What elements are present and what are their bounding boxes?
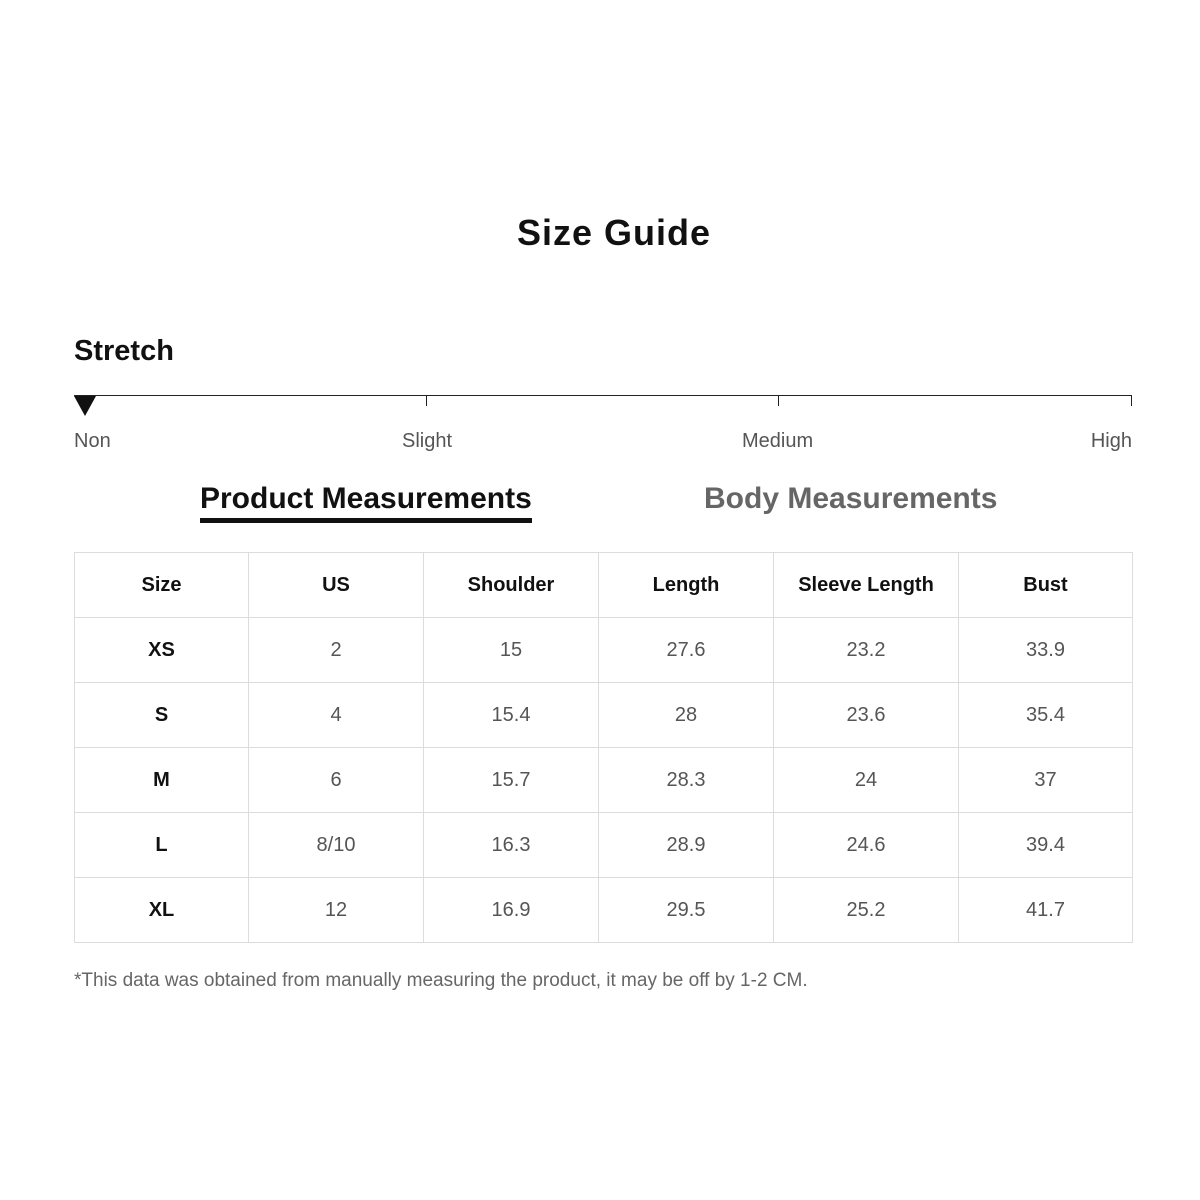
us-cell: 2: [249, 618, 424, 683]
sleeve-length-cell: 24.6: [774, 813, 959, 878]
column-header-bust: Bust: [959, 553, 1133, 618]
length-cell: 28.9: [599, 813, 774, 878]
length-cell: 27.6: [599, 618, 774, 683]
sleeve-length-cell: 25.2: [774, 878, 959, 943]
size-cell: M: [75, 748, 249, 813]
stretch-label-medium: Medium: [742, 430, 814, 452]
measurement-tabs: [0, 482, 1200, 532]
shoulder-cell: 16.9: [424, 878, 599, 943]
size-table: [74, 552, 1133, 943]
table-row: [75, 683, 1133, 748]
shoulder-cell: 16.3: [424, 813, 599, 878]
bust-cell: 33.9: [959, 618, 1133, 683]
column-header-shoulder: Shoulder: [424, 553, 599, 618]
length-cell: 28.3: [599, 748, 774, 813]
us-cell: 8/10: [249, 813, 424, 878]
table-header-row: [75, 553, 1133, 618]
stretch-heading: Stretch: [74, 335, 174, 367]
column-header-length: Length: [599, 553, 774, 618]
sleeve-length-cell: 23.2: [774, 618, 959, 683]
measurement-footnote: *This data was obtained from manually measuring the product, it may be off by 1-2 CM.: [74, 970, 808, 991]
page-title: Size Guide: [516, 212, 712, 253]
stretch-label-high: High: [1090, 430, 1132, 452]
size-cell: S: [75, 683, 249, 748]
stretch-label-slight: Slight: [402, 430, 453, 452]
stretch-tick-medium: [778, 395, 779, 406]
shoulder-cell: 15: [424, 618, 599, 683]
length-cell: 28: [599, 683, 774, 748]
table-row: [75, 878, 1133, 943]
bust-cell: 37: [959, 748, 1133, 813]
us-cell: 12: [249, 878, 424, 943]
size-cell: XL: [75, 878, 249, 943]
stretch-scale: [74, 390, 1132, 450]
size-cell: XS: [75, 618, 249, 683]
us-cell: 4: [249, 683, 424, 748]
tab-body-measurements[interactable]: Body Measurements: [704, 482, 998, 515]
table-row: [75, 748, 1133, 813]
sleeve-length-cell: 24: [774, 748, 959, 813]
stretch-marker-icon: [74, 396, 96, 416]
shoulder-cell: 15.4: [424, 683, 599, 748]
bust-cell: 39.4: [959, 813, 1133, 878]
column-header-us: US: [249, 553, 424, 618]
table-row: [75, 813, 1133, 878]
stretch-label-non: Non: [74, 430, 111, 452]
sleeve-length-cell: 23.6: [774, 683, 959, 748]
shoulder-cell: 15.7: [424, 748, 599, 813]
stretch-scale-line: [74, 395, 1132, 396]
column-header-sleeve-length: Sleeve Length: [774, 553, 959, 618]
size-cell: L: [75, 813, 249, 878]
length-cell: 29.5: [599, 878, 774, 943]
table-row: [75, 618, 1133, 683]
stretch-tick-slight: [426, 395, 427, 406]
column-header-size: Size: [75, 553, 249, 618]
tab-product-measurements[interactable]: Product Measurements: [200, 482, 532, 523]
bust-cell: 41.7: [959, 878, 1133, 943]
bust-cell: 35.4: [959, 683, 1133, 748]
us-cell: 6: [249, 748, 424, 813]
stretch-tick-high: [1131, 395, 1132, 406]
